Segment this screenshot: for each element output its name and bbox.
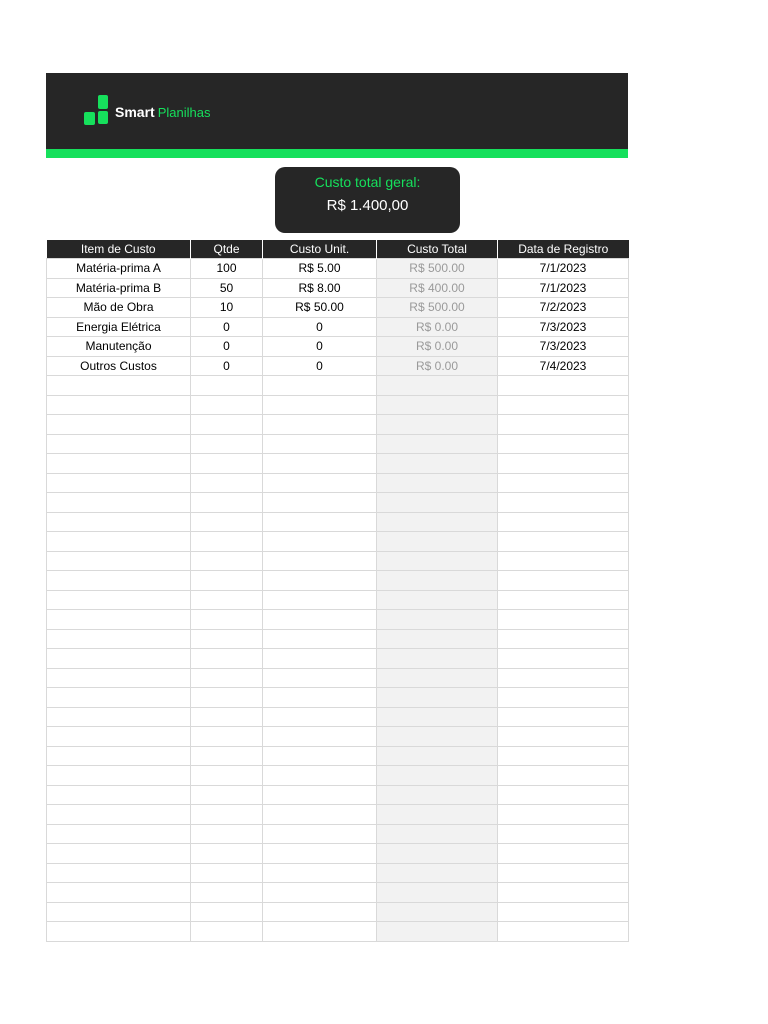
cell-date[interactable] xyxy=(498,727,629,747)
cell-date[interactable] xyxy=(498,512,629,532)
cell-item[interactable] xyxy=(47,746,191,766)
cell-unit-cost[interactable] xyxy=(263,883,377,903)
table-row xyxy=(47,356,629,376)
empty-table-row xyxy=(47,454,629,474)
cell-item[interactable] xyxy=(47,434,191,454)
cell-total-cost[interactable] xyxy=(377,824,498,844)
cell-qtde[interactable] xyxy=(191,649,263,669)
header-total-cost[interactable]: Custo Total xyxy=(377,240,498,259)
cell-qtde[interactable] xyxy=(191,610,263,630)
cell-total-cost[interactable]: R$ 500.00 xyxy=(377,259,498,279)
cell-total-cost[interactable] xyxy=(377,746,498,766)
cell-qtde[interactable]: 0 xyxy=(191,337,263,357)
cell-item[interactable] xyxy=(47,454,191,474)
cell-item[interactable] xyxy=(47,415,191,435)
table-row xyxy=(47,278,629,298)
empty-table-row xyxy=(47,785,629,805)
cell-item[interactable] xyxy=(47,571,191,591)
cell-date[interactable]: 7/1/2023 xyxy=(498,259,629,279)
cell-qtde[interactable] xyxy=(191,863,263,883)
cell-qtde[interactable] xyxy=(191,434,263,454)
cell-qtde[interactable] xyxy=(191,707,263,727)
cell-total-cost[interactable] xyxy=(377,883,498,903)
cell-date[interactable]: 7/1/2023 xyxy=(498,278,629,298)
cell-item[interactable]: Manutenção xyxy=(47,337,191,357)
header-unit-cost[interactable]: Custo Unit. xyxy=(263,240,377,259)
cell-qtde[interactable] xyxy=(191,902,263,922)
cell-date[interactable] xyxy=(498,415,629,435)
cell-date[interactable] xyxy=(498,688,629,708)
empty-table-row xyxy=(47,610,629,630)
cell-qtde[interactable] xyxy=(191,922,263,942)
cell-qtde[interactable] xyxy=(191,571,263,591)
cell-unit-cost[interactable]: 0 xyxy=(263,356,377,376)
cell-date[interactable] xyxy=(498,590,629,610)
cell-total-cost[interactable] xyxy=(377,649,498,669)
empty-table-row xyxy=(47,551,629,571)
cell-unit-cost[interactable] xyxy=(263,415,377,435)
cell-total-cost[interactable] xyxy=(377,922,498,942)
cell-unit-cost[interactable] xyxy=(263,727,377,747)
cell-item[interactable] xyxy=(47,883,191,903)
cell-total-cost[interactable] xyxy=(377,844,498,864)
empty-table-row xyxy=(47,727,629,747)
cell-qtde[interactable] xyxy=(191,590,263,610)
cell-date[interactable] xyxy=(498,610,629,630)
cell-total-cost[interactable] xyxy=(377,707,498,727)
cell-date[interactable] xyxy=(498,434,629,454)
cell-item[interactable]: Matéria-prima A xyxy=(47,259,191,279)
table-header-row xyxy=(47,240,629,259)
cell-total-cost[interactable] xyxy=(377,571,498,591)
table-row xyxy=(47,298,629,318)
cell-qtde[interactable] xyxy=(191,727,263,747)
total-cost-value: R$ 1.400,00 xyxy=(326,197,409,214)
cell-date[interactable] xyxy=(498,844,629,864)
cell-date[interactable] xyxy=(498,746,629,766)
cell-total-cost[interactable] xyxy=(377,902,498,922)
cell-date[interactable] xyxy=(498,649,629,669)
cell-qtde[interactable] xyxy=(191,824,263,844)
cell-qtde[interactable] xyxy=(191,766,263,786)
cell-item[interactable] xyxy=(47,668,191,688)
empty-table-row xyxy=(47,922,629,942)
cell-item[interactable] xyxy=(47,649,191,669)
empty-table-row xyxy=(47,746,629,766)
cell-qtde[interactable]: 100 xyxy=(191,259,263,279)
cell-item[interactable] xyxy=(47,922,191,942)
cell-item[interactable] xyxy=(47,551,191,571)
cell-qtde[interactable] xyxy=(191,415,263,435)
cell-item[interactable]: Energia Elétrica xyxy=(47,317,191,337)
cell-unit-cost[interactable] xyxy=(263,707,377,727)
cell-date[interactable]: 7/3/2023 xyxy=(498,317,629,337)
cell-total-cost[interactable] xyxy=(377,766,498,786)
cell-qtde[interactable] xyxy=(191,883,263,903)
cell-total-cost[interactable] xyxy=(377,785,498,805)
cell-item[interactable] xyxy=(47,707,191,727)
cell-item[interactable] xyxy=(47,532,191,552)
empty-table-row xyxy=(47,434,629,454)
cell-item[interactable] xyxy=(47,844,191,864)
cell-unit-cost[interactable] xyxy=(263,629,377,649)
cell-date[interactable] xyxy=(498,454,629,474)
cell-item[interactable] xyxy=(47,493,191,513)
table-row xyxy=(47,337,629,357)
cell-unit-cost[interactable] xyxy=(263,922,377,942)
cell-date[interactable] xyxy=(498,922,629,942)
cell-date[interactable] xyxy=(498,785,629,805)
empty-table-row xyxy=(47,532,629,552)
cell-date[interactable] xyxy=(498,902,629,922)
cell-unit-cost[interactable] xyxy=(263,376,377,396)
cell-unit-cost[interactable]: 0 xyxy=(263,317,377,337)
cell-qtde[interactable] xyxy=(191,844,263,864)
cell-unit-cost[interactable] xyxy=(263,395,377,415)
cell-qtde[interactable] xyxy=(191,805,263,825)
empty-table-row xyxy=(47,688,629,708)
table-body xyxy=(47,259,629,942)
cell-item[interactable] xyxy=(47,688,191,708)
cell-unit-cost[interactable] xyxy=(263,454,377,474)
cell-total-cost[interactable] xyxy=(377,473,498,493)
cell-total-cost[interactable] xyxy=(377,590,498,610)
header-accent-stripe xyxy=(46,149,628,158)
cell-item[interactable] xyxy=(47,610,191,630)
cell-item[interactable] xyxy=(47,902,191,922)
cell-item[interactable] xyxy=(47,766,191,786)
brand-name-light: Planilhas xyxy=(157,105,211,120)
cell-qtde[interactable] xyxy=(191,688,263,708)
cell-item[interactable]: Mão de Obra xyxy=(47,298,191,318)
cell-unit-cost[interactable]: R$ 8.00 xyxy=(263,278,377,298)
cell-total-cost[interactable]: R$ 0.00 xyxy=(377,317,498,337)
header-qtde[interactable]: Qtde xyxy=(191,240,263,259)
brand-logo xyxy=(84,95,224,127)
cell-item[interactable] xyxy=(47,727,191,747)
cell-item[interactable] xyxy=(47,473,191,493)
empty-table-row xyxy=(47,902,629,922)
cell-item[interactable]: Outros Custos xyxy=(47,356,191,376)
cell-qtde[interactable] xyxy=(191,473,263,493)
cell-unit-cost[interactable]: R$ 50.00 xyxy=(263,298,377,318)
cell-unit-cost[interactable] xyxy=(263,473,377,493)
cell-total-cost[interactable] xyxy=(377,610,498,630)
empty-table-row xyxy=(47,844,629,864)
cell-unit-cost[interactable] xyxy=(263,590,377,610)
cell-item[interactable] xyxy=(47,512,191,532)
empty-table-row xyxy=(47,883,629,903)
brand-name-bold: Smart xyxy=(115,104,155,120)
cell-qtde[interactable]: 0 xyxy=(191,356,263,376)
cell-item[interactable] xyxy=(47,629,191,649)
cell-date[interactable]: 7/3/2023 xyxy=(498,337,629,357)
empty-table-row xyxy=(47,395,629,415)
empty-table-row xyxy=(47,493,629,513)
cell-unit-cost[interactable] xyxy=(263,766,377,786)
cell-qtde[interactable] xyxy=(191,551,263,571)
cell-item[interactable] xyxy=(47,395,191,415)
cell-date[interactable] xyxy=(498,883,629,903)
cell-item[interactable] xyxy=(47,376,191,396)
cell-qtde[interactable] xyxy=(191,532,263,552)
table-row xyxy=(47,317,629,337)
empty-table-row xyxy=(47,668,629,688)
cell-item[interactable] xyxy=(47,785,191,805)
cell-total-cost[interactable] xyxy=(377,454,498,474)
table-row xyxy=(47,259,629,279)
cell-unit-cost[interactable] xyxy=(263,805,377,825)
cell-date[interactable] xyxy=(498,551,629,571)
cell-date[interactable] xyxy=(498,805,629,825)
cell-date[interactable]: 7/2/2023 xyxy=(498,298,629,318)
cell-unit-cost[interactable] xyxy=(263,532,377,552)
cell-date[interactable] xyxy=(498,824,629,844)
empty-table-row xyxy=(47,512,629,532)
cell-date[interactable] xyxy=(498,863,629,883)
blocks-logo-icon xyxy=(84,95,110,127)
cell-item[interactable] xyxy=(47,590,191,610)
header-item[interactable]: Item de Custo xyxy=(47,240,191,259)
cell-date[interactable]: 7/4/2023 xyxy=(498,356,629,376)
cell-total-cost[interactable] xyxy=(377,727,498,747)
cell-unit-cost[interactable] xyxy=(263,649,377,669)
cost-table xyxy=(46,240,629,942)
empty-table-row xyxy=(47,415,629,435)
cell-unit-cost[interactable] xyxy=(263,902,377,922)
empty-table-row xyxy=(47,629,629,649)
cell-total-cost[interactable]: R$ 400.00 xyxy=(377,278,498,298)
cell-unit-cost[interactable] xyxy=(263,688,377,708)
empty-table-row xyxy=(47,590,629,610)
empty-table-row xyxy=(47,376,629,396)
cell-unit-cost[interactable] xyxy=(263,434,377,454)
cell-unit-cost[interactable] xyxy=(263,493,377,513)
cell-total-cost[interactable] xyxy=(377,551,498,571)
header-date[interactable]: Data de Registro xyxy=(498,240,629,259)
cell-item[interactable]: Matéria-prima B xyxy=(47,278,191,298)
cell-qtde[interactable] xyxy=(191,629,263,649)
cell-qtde[interactable] xyxy=(191,376,263,396)
cell-total-cost[interactable] xyxy=(377,376,498,396)
cell-date[interactable] xyxy=(498,707,629,727)
cell-item[interactable] xyxy=(47,824,191,844)
cell-unit-cost[interactable]: 0 xyxy=(263,337,377,357)
cell-total-cost[interactable]: R$ 0.00 xyxy=(377,356,498,376)
cell-total-cost[interactable] xyxy=(377,493,498,513)
cell-total-cost[interactable] xyxy=(377,688,498,708)
cell-total-cost[interactable] xyxy=(377,512,498,532)
cell-qtde[interactable] xyxy=(191,493,263,513)
empty-table-row xyxy=(47,649,629,669)
cell-total-cost[interactable] xyxy=(377,863,498,883)
cell-qtde[interactable] xyxy=(191,512,263,532)
cell-total-cost[interactable] xyxy=(377,668,498,688)
empty-table-row xyxy=(47,766,629,786)
empty-table-row xyxy=(47,824,629,844)
cell-total-cost[interactable]: R$ 0.00 xyxy=(377,337,498,357)
total-cost-card xyxy=(275,167,460,233)
cell-unit-cost[interactable] xyxy=(263,512,377,532)
brand-wordmark xyxy=(115,104,210,121)
cell-total-cost[interactable] xyxy=(377,532,498,552)
cell-date[interactable] xyxy=(498,395,629,415)
cell-qtde[interactable] xyxy=(191,785,263,805)
cell-qtde[interactable]: 50 xyxy=(191,278,263,298)
empty-table-row xyxy=(47,473,629,493)
cell-total-cost[interactable] xyxy=(377,805,498,825)
cell-qtde[interactable]: 0 xyxy=(191,317,263,337)
cell-date[interactable] xyxy=(498,629,629,649)
cell-date[interactable] xyxy=(498,668,629,688)
empty-table-row xyxy=(47,707,629,727)
cell-qtde[interactable] xyxy=(191,454,263,474)
cell-unit-cost[interactable] xyxy=(263,551,377,571)
empty-table-row xyxy=(47,805,629,825)
cell-unit-cost[interactable] xyxy=(263,824,377,844)
cell-unit-cost[interactable] xyxy=(263,746,377,766)
cell-unit-cost[interactable] xyxy=(263,571,377,591)
cell-item[interactable] xyxy=(47,805,191,825)
empty-table-row xyxy=(47,571,629,591)
total-cost-label: Custo total geral: xyxy=(314,174,421,190)
cell-unit-cost[interactable] xyxy=(263,785,377,805)
cell-unit-cost[interactable]: R$ 5.00 xyxy=(263,259,377,279)
cell-date[interactable] xyxy=(498,473,629,493)
cell-date[interactable] xyxy=(498,766,629,786)
cell-total-cost[interactable] xyxy=(377,629,498,649)
cell-total-cost[interactable] xyxy=(377,415,498,435)
cell-unit-cost[interactable] xyxy=(263,610,377,630)
cell-unit-cost[interactable] xyxy=(263,844,377,864)
cell-total-cost[interactable] xyxy=(377,395,498,415)
cell-total-cost[interactable]: R$ 500.00 xyxy=(377,298,498,318)
cell-qtde[interactable] xyxy=(191,668,263,688)
cell-date[interactable] xyxy=(498,532,629,552)
empty-table-row xyxy=(47,863,629,883)
cell-total-cost[interactable] xyxy=(377,434,498,454)
cell-date[interactable] xyxy=(498,376,629,396)
cell-unit-cost[interactable] xyxy=(263,668,377,688)
cell-date[interactable] xyxy=(498,493,629,513)
cell-unit-cost[interactable] xyxy=(263,863,377,883)
cell-qtde[interactable] xyxy=(191,746,263,766)
cell-date[interactable] xyxy=(498,571,629,591)
cell-qtde[interactable]: 10 xyxy=(191,298,263,318)
cell-qtde[interactable] xyxy=(191,395,263,415)
cell-item[interactable] xyxy=(47,863,191,883)
